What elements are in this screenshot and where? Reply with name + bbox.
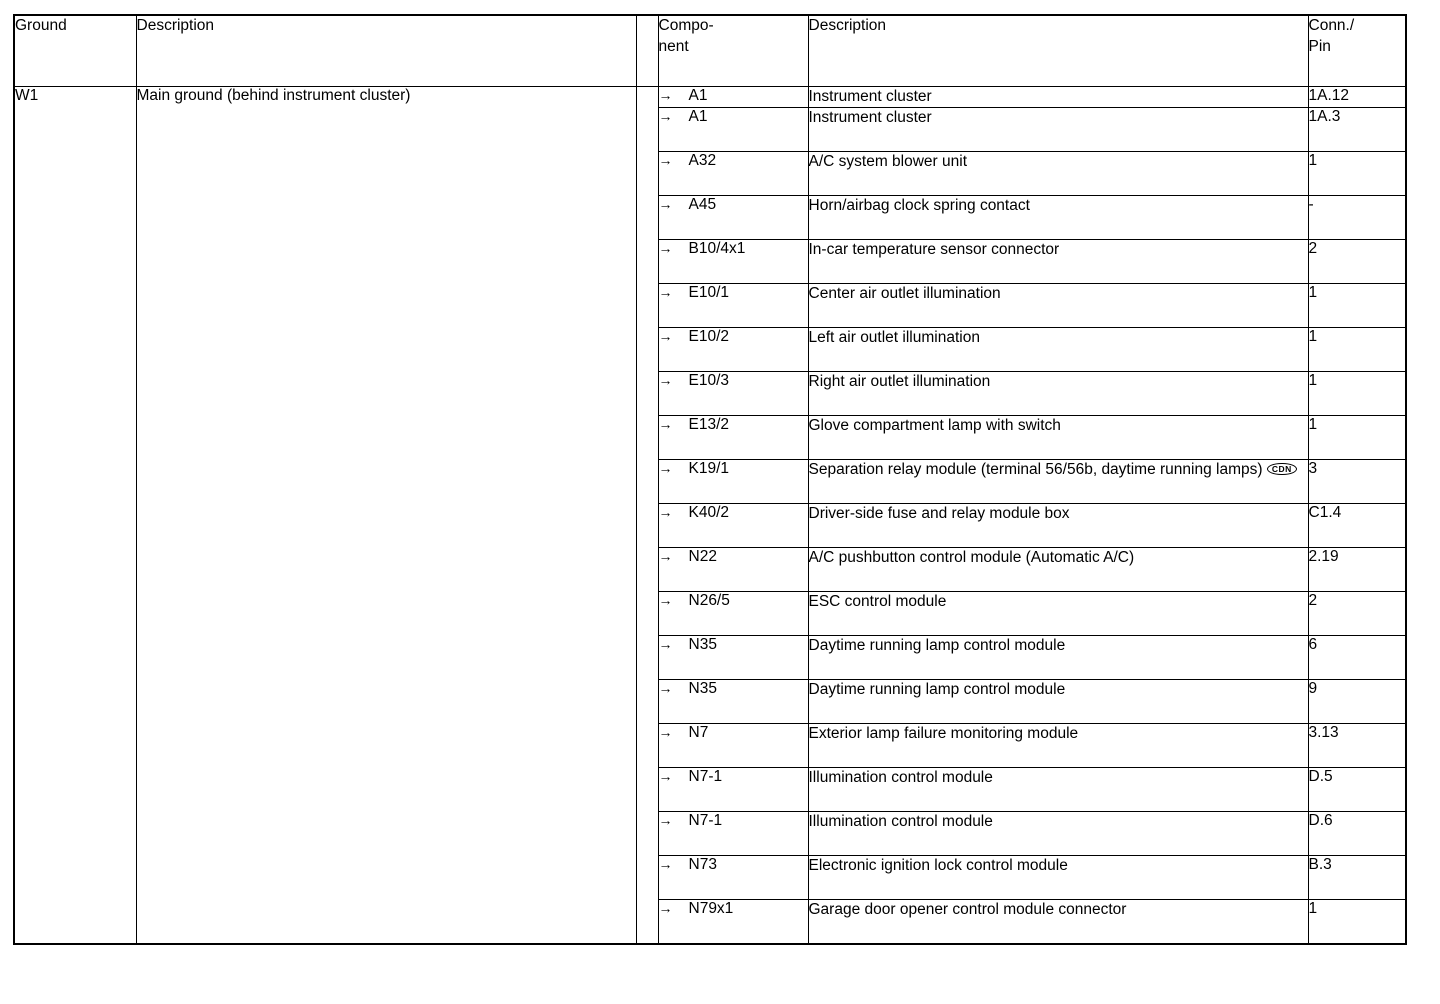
arrow-right-icon: → [658,108,673,125]
arrow-right-icon: → [658,504,673,521]
component-cell [658,240,808,284]
component-cell [658,548,808,592]
component-cell [658,460,808,504]
conn-pin-cell: 1 [1308,152,1406,196]
cdn-badge-icon: CDN [1267,463,1297,476]
component-cell [658,87,808,108]
header-row [14,15,1406,87]
ground-assignment-table [13,14,1407,945]
component-cell [658,416,808,460]
conn-pin-cell: D.5 [1308,768,1406,812]
arrow-right-icon: → [658,724,673,741]
component-description-cell: Daytime running lamp control module [808,636,1308,680]
component-id: A32 [688,152,717,170]
component-description-cell: In-car temperature sensor connector [808,240,1308,284]
component-cell [658,812,808,856]
component-id: B10/4x1 [688,240,746,258]
component-id: A1 [688,108,708,126]
conn-pin-cell: 1 [1308,416,1406,460]
column-gap-body [636,87,658,945]
component-id: E10/2 [688,328,730,346]
component-cell [658,900,808,945]
conn-pin-cell: 3.13 [1308,724,1406,768]
component-description-text: Separation relay module (terminal 56/56b, daytime running lamps) [808,461,1263,479]
component-description-cell [808,460,1308,504]
arrow-right-icon: → [658,900,673,917]
header-conn-line1: Conn./ [1308,17,1355,34]
arrow-right-icon: → [658,284,673,301]
header-ground-description: Description [136,15,636,87]
arrow-right-icon: → [658,680,673,697]
component-cell [658,328,808,372]
arrow-right-icon: → [658,812,673,829]
component-description-cell: Illumination control module [808,812,1308,856]
component-description-cell: Glove compartment lamp with switch [808,416,1308,460]
component-id: N26/5 [688,592,730,610]
component-id: E13/2 [688,416,730,434]
header-component-line1: Compo- [658,17,714,34]
component-description-cell: Garage door opener control module connector [808,900,1308,945]
component-description-cell: Horn/airbag clock spring contact [808,196,1308,240]
ground-description-cell: Main ground (behind instrument cluster) [136,87,636,945]
component-cell [658,284,808,328]
table-row [14,87,1406,108]
header-component-description: Description [808,15,1308,87]
component-cell [658,636,808,680]
header-conn-pin [1308,15,1406,87]
conn-pin-cell: 1A.12 [1308,87,1406,108]
component-description-cell: Driver-side fuse and relay module box [808,504,1308,548]
conn-pin-cell: 1 [1308,328,1406,372]
arrow-right-icon: → [658,152,673,169]
component-id: N7 [688,724,709,742]
arrow-right-icon: → [658,768,673,785]
component-cell [658,372,808,416]
conn-pin-cell: 2.19 [1308,548,1406,592]
header-component-line2: nent [658,37,689,55]
component-id: K19/1 [688,460,730,478]
component-description-cell: Center air outlet illumination [808,284,1308,328]
conn-pin-cell: - [1308,196,1406,240]
component-cell [658,768,808,812]
component-id: N73 [688,856,717,874]
arrow-right-icon: → [658,87,673,103]
component-cell [658,592,808,636]
component-description-cell: Daytime running lamp control module [808,680,1308,724]
arrow-right-icon: → [658,328,673,345]
component-description-cell: Right air outlet illumination [808,372,1308,416]
arrow-right-icon: → [658,240,673,257]
column-gap [636,15,658,87]
component-id: N35 [688,680,717,698]
component-description-cell: Instrument cluster [808,108,1308,152]
component-cell [658,724,808,768]
conn-pin-cell: D.6 [1308,812,1406,856]
component-id: N35 [688,636,717,654]
component-id: A45 [688,196,717,214]
component-id: K40/2 [688,504,730,522]
component-description-cell: Instrument cluster [808,87,1308,108]
conn-pin-cell: 1 [1308,900,1406,945]
table-header [14,15,1406,87]
component-id: A1 [688,87,708,104]
component-cell [658,108,808,152]
arrow-right-icon: → [658,548,673,565]
header-component [658,15,808,87]
arrow-right-icon: → [658,196,673,213]
conn-pin-cell: 2 [1308,592,1406,636]
table-body [14,87,1406,945]
arrow-right-icon: → [658,416,673,433]
component-cell [658,856,808,900]
conn-pin-cell: 6 [1308,636,1406,680]
component-description-cell: Electronic ignition lock control module [808,856,1308,900]
component-cell [658,152,808,196]
component-id: N79x1 [688,900,734,918]
arrow-right-icon: → [658,460,673,477]
component-cell [658,196,808,240]
conn-pin-cell: 1 [1308,284,1406,328]
arrow-right-icon: → [658,856,673,873]
component-id: E10/1 [688,284,730,302]
component-id: N22 [688,548,717,566]
component-description-cell: ESC control module [808,592,1308,636]
component-description-cell: Illumination control module [808,768,1308,812]
component-id: E10/3 [688,372,730,390]
component-description-cell: A/C pushbutton control module (Automatic A/C) [808,548,1308,592]
component-id: N7-1 [688,812,723,830]
arrow-right-icon: → [658,636,673,653]
conn-pin-cell: 1A.3 [1308,108,1406,152]
component-cell [658,680,808,724]
conn-pin-cell: C1.4 [1308,504,1406,548]
conn-pin-cell: B.3 [1308,856,1406,900]
conn-pin-cell: 2 [1308,240,1406,284]
component-description-cell: Left air outlet illumination [808,328,1308,372]
header-conn-line2: Pin [1308,37,1331,55]
component-id: N7-1 [688,768,723,786]
conn-pin-cell: 9 [1308,680,1406,724]
component-description-cell: A/C system blower unit [808,152,1308,196]
conn-pin-cell: 1 [1308,372,1406,416]
component-cell [658,504,808,548]
header-ground: Ground [14,15,136,87]
conn-pin-cell: 3 [1308,460,1406,504]
arrow-right-icon: → [658,372,673,389]
component-description-cell: Exterior lamp failure monitoring module [808,724,1308,768]
arrow-right-icon: → [658,592,673,609]
ground-id-cell: W1 [14,87,136,945]
